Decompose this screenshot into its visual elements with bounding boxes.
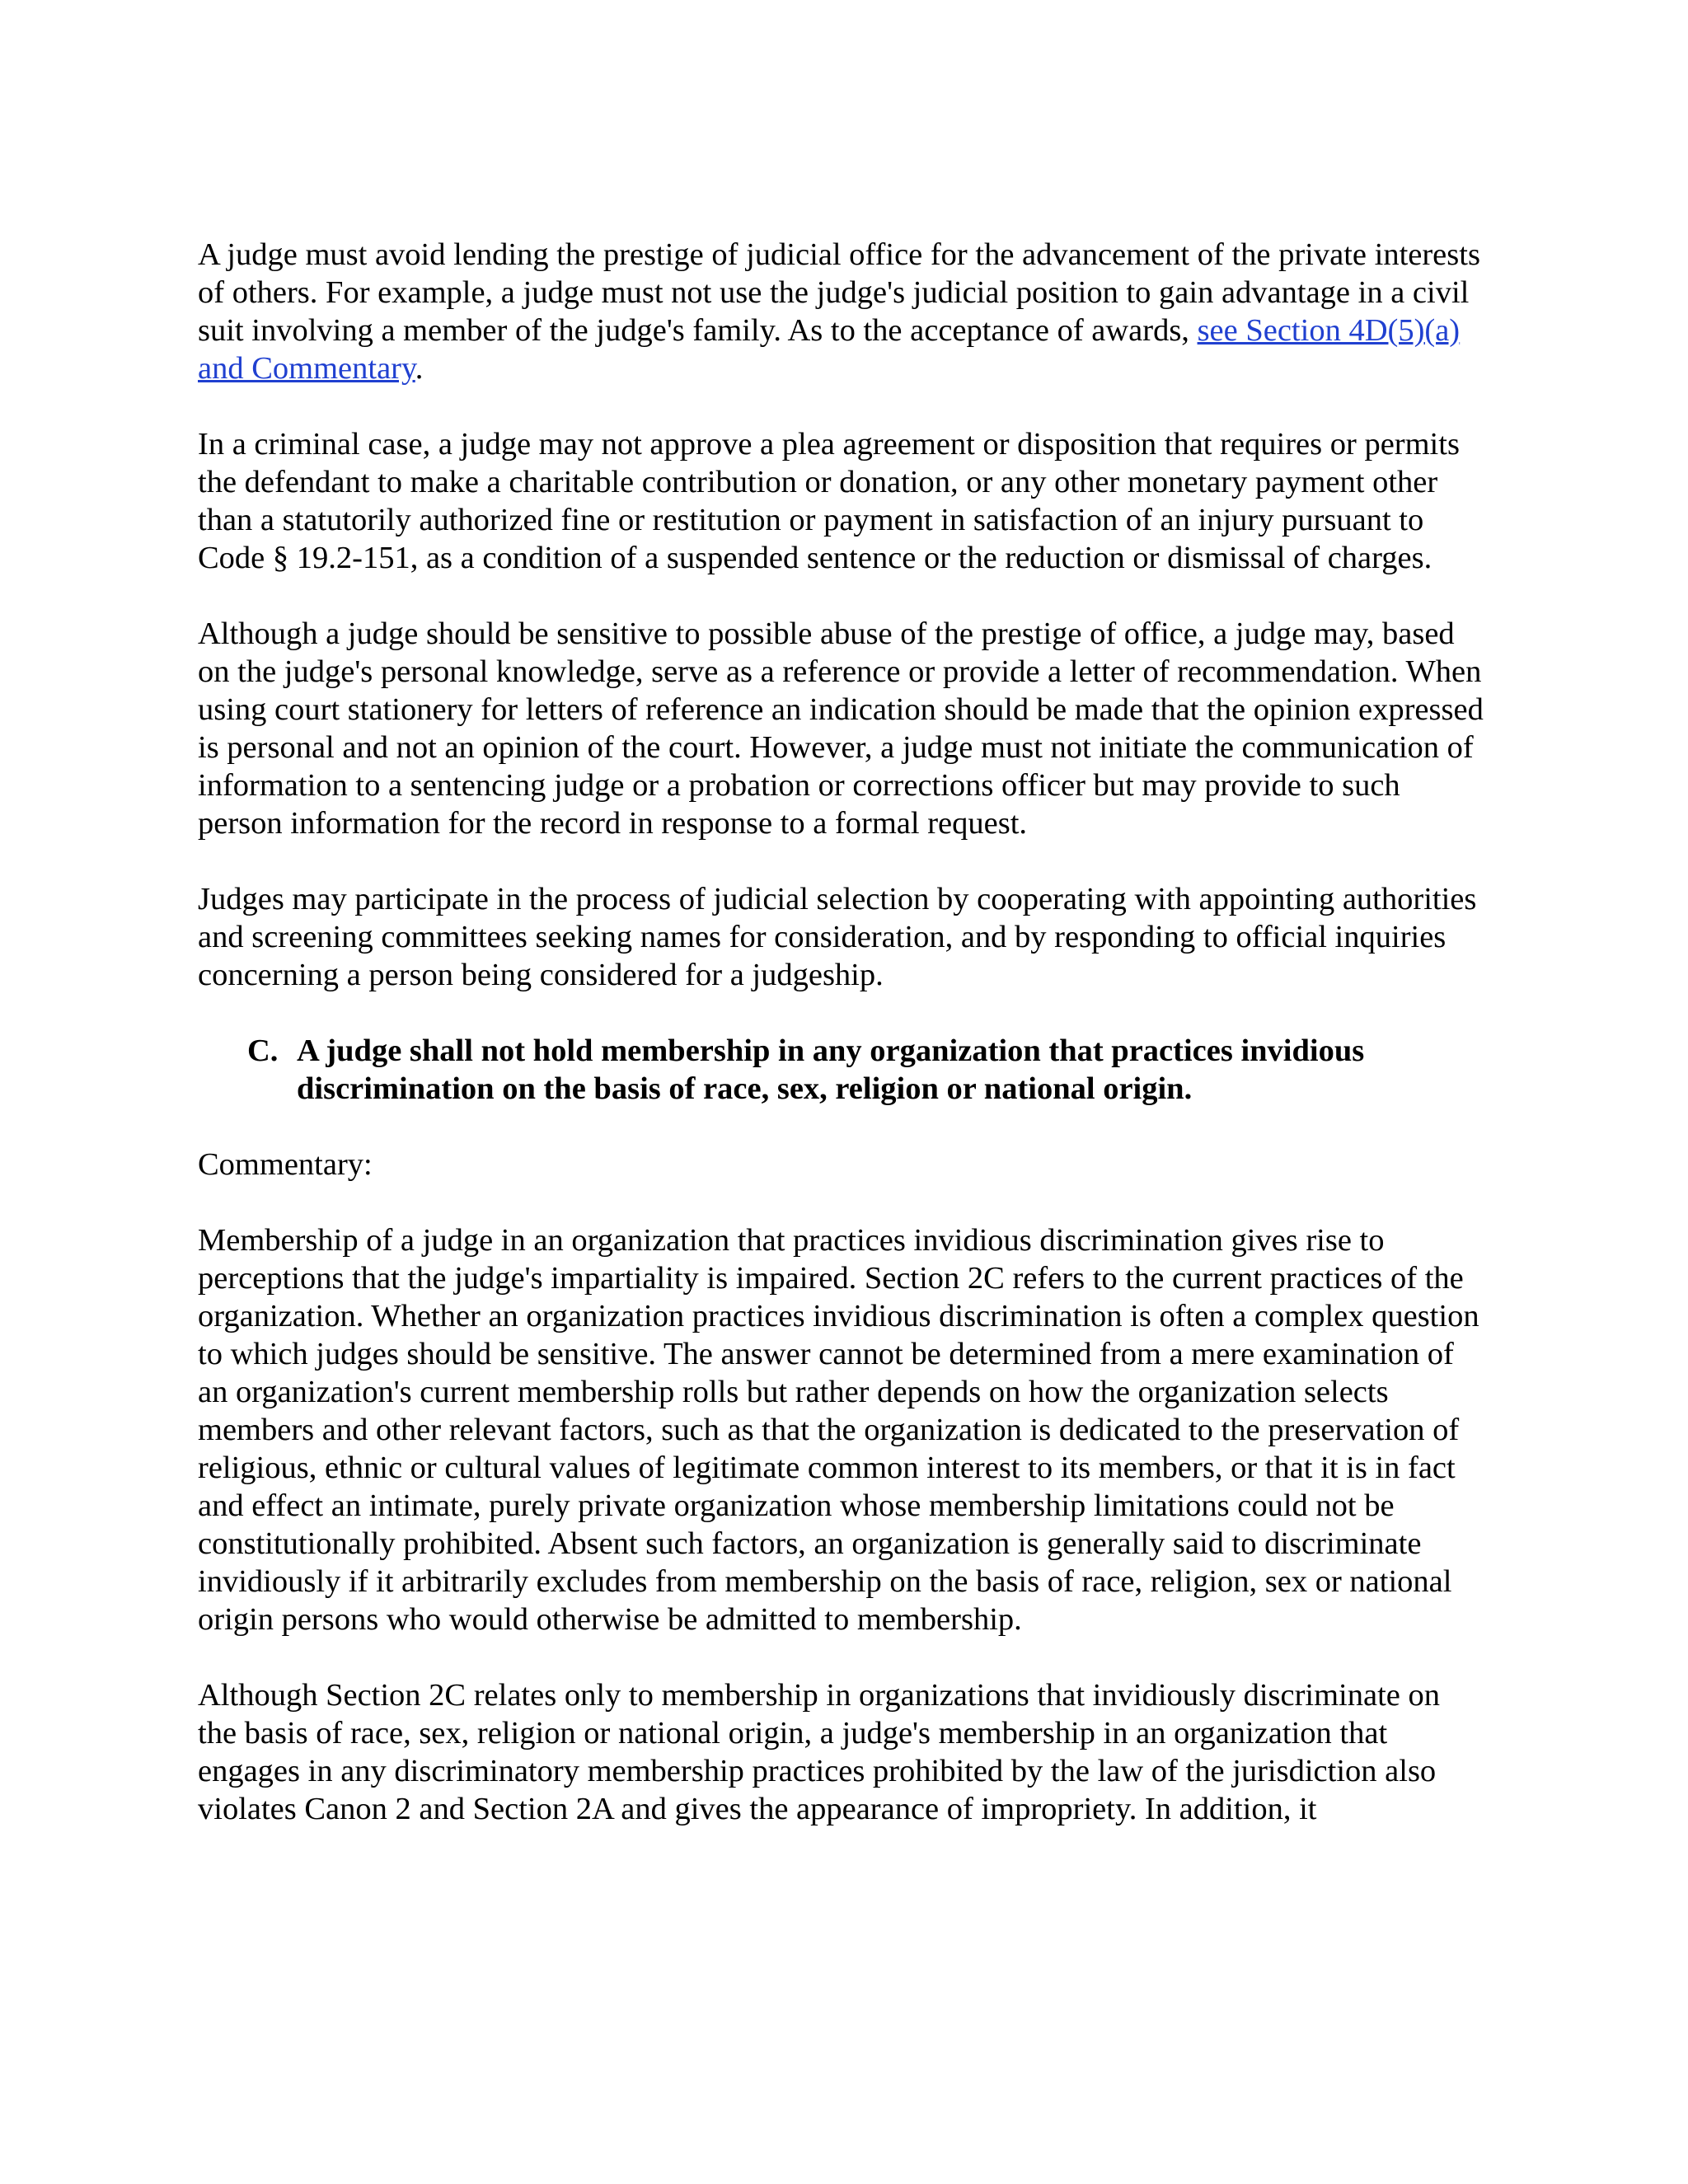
section-c-text: A judge shall not hold membership in any organization that practices invidious discrimination on the basis of race, sex, religion or national origin. (297, 1033, 1365, 1106)
section-c-letter: C. (247, 1033, 279, 1068)
document-page (198, 236, 1484, 1866)
paragraph-prestige-end: . (415, 351, 424, 386)
section-4d5a-link[interactable]: see Section 4D(5)(a) and Commentary (198, 313, 1461, 386)
paragraph-reference-letter: Although a judge should be sensitive to possible abuse of the prestige of office, a judge may, based on the judge's personal knowledge, serve as a reference or provide a letter of recommendation. When using court stationery for letters of reference an indication should be made that the opinion expressed is personal and not an opinion of the court. However, a judge must not initiate the communication of information to a sentencing judge or a probation or corrections officer but may provide to such person information for the record in response to a formal request. (198, 616, 1484, 841)
paragraph-prestige (198, 236, 1484, 387)
section-c-heading (198, 1032, 1484, 1108)
commentary-heading: Commentary: (198, 1147, 373, 1182)
paragraph-judicial-selection: Judges may participate in the process of judicial selection by cooperating with appointing authorities and screening committees seeking names for consideration, and by responding to official inquiries concerning a person being considered for a judgeship. (198, 882, 1477, 992)
paragraph-criminal-case: In a criminal case, a judge may not approve a plea agreement or disposition that requires or permits the defendant to make a charitable contribution or donation, or any other monetary payment other than a statutorily authorized fine or restitution or payment in satisfaction of an injury pursuant to Code § 19.2-151, as a condition of a suspended sentence or the reduction or dismissal of charges. (198, 427, 1460, 575)
commentary-paragraph-membership: Membership of a judge in an organization that practices invidious discrimination gives rise to perceptions that the judge's impartiality is impaired. Section 2C refers to the current practices of the organization. Whether an organization practices invidious discrimination is often a complex question to which judges should be sensitive. The answer cannot be determined from a mere examination of an organization's current membership rolls but rather depends on how the organization selects members and other relevant factors, such as that the organization is dedicated to the preservation of religious, ethnic or cultural values of legitimate common interest to its members, or that it is in fact and effect an intimate, purely private organization whose membership limitations could not be constitutionally prohibited. Absent such factors, an organization is generally said to discriminate invidiously if it arbitrarily excludes from membership on the basis of race, religion, sex or national origin persons who would otherwise be admitted to membership. (198, 1223, 1479, 1637)
commentary-paragraph-section-2c: Although Section 2C relates only to membership in organizations that invidiously discriminate on the basis of race, sex, religion or national origin, a judge's membership in an organization that engages in any discriminatory membership practices prohibited by the law of the jurisdiction also violates Canon 2 and Section 2A and gives the appearance of impropriety. In addition, it (198, 1678, 1440, 1826)
paragraph-prestige-text: A judge must avoid lending the prestige of judicial office for the advancement of the private interests of others. For example, a judge must not use the judge's judicial position to gain advantage in a civil suit involving a member of the judge's family. As to the acceptance of awards, (198, 237, 1480, 348)
